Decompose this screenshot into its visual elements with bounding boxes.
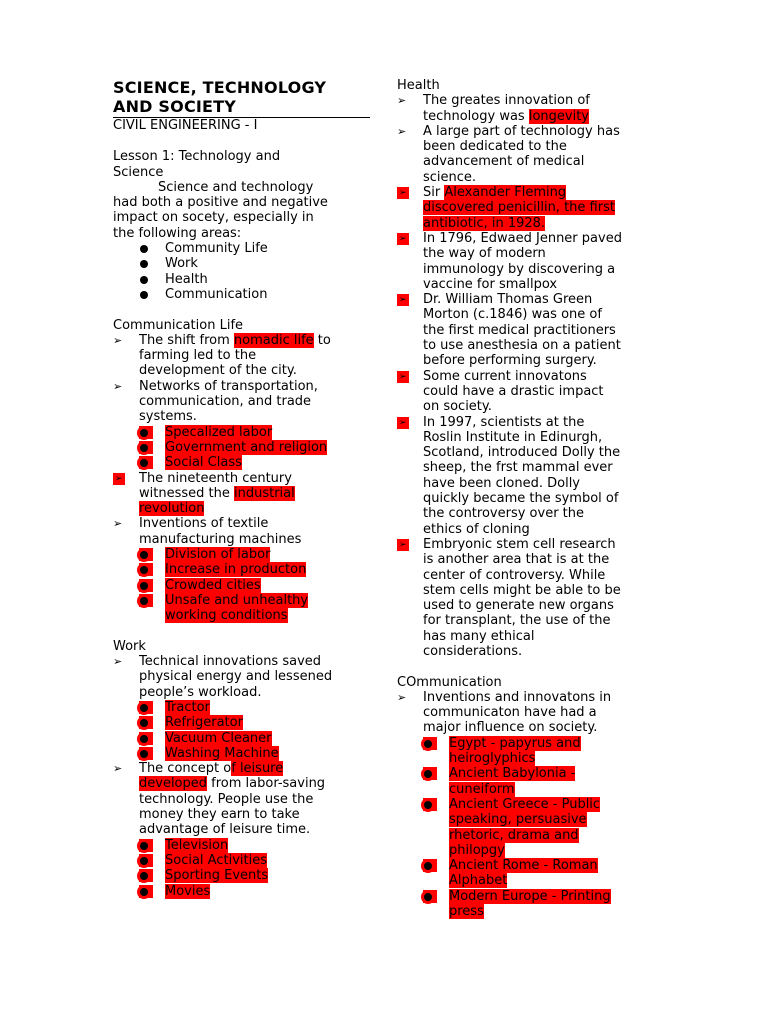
round-bullet-icon xyxy=(140,245,148,253)
list-item: Ancient Greece - Public speaking, persuasive rhetoric, drama and philopgy xyxy=(397,797,659,858)
list-item: Unsafe and unhealthy working conditions xyxy=(113,593,370,624)
arrowhead-bullet-icon xyxy=(397,371,409,383)
lesson-intro-4: the following areas: xyxy=(113,225,242,241)
section-heading-community: Communication Life xyxy=(113,317,244,333)
arrowhead-bullet-icon xyxy=(397,539,409,551)
round-bullet-icon xyxy=(140,444,148,452)
section-heading-health: Health xyxy=(397,78,440,93)
lesson-intro-2: had both a positive and negative xyxy=(113,195,328,211)
arrowhead-bullet-icon: ➢ xyxy=(113,517,123,531)
list-item: Communication xyxy=(113,287,370,302)
list-item: Division of labor xyxy=(113,547,370,562)
list-item: Work xyxy=(113,256,370,271)
right-column xyxy=(397,78,659,919)
list-item: Modern Europe - Printing press xyxy=(397,889,659,920)
list-item: Refrigerator xyxy=(113,715,370,730)
lesson-intro: Science and technology xyxy=(158,179,314,195)
round-bullet-icon xyxy=(424,801,432,809)
list-item: ➢ Inventions and innovatons in communicaton have had a major influence on society. xyxy=(397,689,612,736)
list-item: ➢ Dr. William Thomas Green Morton (c.1846) was one of the first medical practitioners to use anesthesia on a patient before performing surgery. xyxy=(397,292,659,368)
list-item: ➢ In 1796, Edwaed Jenner paved the way of modern immunology by discovering a vaccine for smallpox xyxy=(397,231,659,292)
arrowhead-bullet-icon: ➢ xyxy=(397,690,407,704)
round-bullet-icon xyxy=(140,597,148,605)
lesson-heading-2: Science xyxy=(113,164,164,180)
list-item: ➢ The concept of leisure developed from labor-saving technology. People use the money they earn to take advantage of leisure time. xyxy=(113,761,326,838)
round-bullet-icon xyxy=(140,735,148,743)
subtitle: CIVIL ENGINEERING - I xyxy=(113,117,370,134)
list-item: Government and religion xyxy=(113,440,370,455)
section-heading-communication: COmmunication xyxy=(397,674,502,690)
list-item: ➢ In 1997, scientists at the Roslin Institute in Edinurgh, Scotland, introduced Dolly the sheep, the frst mammal ever have been cloned. Dolly quickly became the symbol of the controversy over the ethics of cloning xyxy=(397,415,659,537)
list-item: ➢ The shift from nomadic life to farming led to the development of the city. xyxy=(113,332,331,379)
list-item: Television xyxy=(113,838,370,853)
list-item: ➢ Embryonic stem cell research is another area that is at the center of controversy. While stem cells might be able to be used to generate new organs for transplant, the use of the has many ethical considerations. xyxy=(397,537,659,659)
list-item: Social Class xyxy=(113,455,370,470)
round-bullet-icon xyxy=(140,857,148,865)
round-bullet-icon xyxy=(424,893,432,901)
list-item: ➢ Technical innovations saved physical energy and lessened people’s workload. xyxy=(113,654,333,700)
lesson-heading: Lesson 1: Technology and xyxy=(113,149,281,165)
list-item: Sporting Events xyxy=(113,868,370,883)
arrowhead-bullet-icon xyxy=(397,233,409,245)
list-item: Health xyxy=(113,272,370,287)
arrowhead-bullet-icon: ➢ xyxy=(113,655,123,669)
round-bullet-icon xyxy=(140,842,148,850)
document-title xyxy=(113,78,370,116)
list-item: ➢ Some current innovatons could have a drastic impact on society. xyxy=(397,369,659,415)
list-item: Ancient Rome - Roman Alphabet xyxy=(397,858,659,889)
arrowhead-bullet-icon xyxy=(397,187,409,199)
list-item: Increase in producton xyxy=(113,562,370,577)
list-item: Movies xyxy=(113,884,370,899)
round-bullet-icon xyxy=(140,551,148,559)
title-line-2: AND SOCIETY xyxy=(113,97,237,116)
list-item: ➢ Sir Alexander Fleming discovered penicillin, the first antibiotic, in 1928. xyxy=(397,185,659,231)
round-bullet-icon xyxy=(424,740,432,748)
title-line-1: SCIENCE, TECHNOLOGY xyxy=(113,78,327,97)
list-item: Ancient Babylonia - cuneiform xyxy=(397,766,659,797)
list-item: ➢ Networks of transportation, communication, and trade systems. xyxy=(113,378,318,425)
arrowhead-bullet-icon xyxy=(113,473,125,485)
list-item: ➢ Inventions of textile manufacturing machines xyxy=(113,516,302,547)
arrowhead-bullet-icon: ➢ xyxy=(113,333,123,347)
arrowhead-bullet-icon xyxy=(397,417,409,429)
list-item: Social Activities xyxy=(113,853,370,868)
arrowhead-bullet-icon: ➢ xyxy=(397,124,407,138)
list-item: Tractor xyxy=(113,700,370,715)
arrowhead-bullet-icon: ➢ xyxy=(397,94,407,108)
list-item: Washing Machine xyxy=(113,746,370,761)
round-bullet-icon xyxy=(140,291,148,299)
round-bullet-icon xyxy=(140,276,148,284)
round-bullet-icon xyxy=(140,429,148,437)
round-bullet-icon xyxy=(140,750,148,758)
round-bullet-icon xyxy=(140,704,148,712)
list-item: Community Life xyxy=(113,241,370,256)
left-column xyxy=(113,78,370,899)
list-item: ➢ The greates innovation of technology was longevity xyxy=(397,93,590,124)
list-item: ➢ A large part of technology has been dedicated to the advancement of medical science. xyxy=(397,123,620,185)
lesson-intro-3: impact on socety, especially in xyxy=(113,210,314,226)
round-bullet-icon xyxy=(140,260,148,268)
list-item: Vacuum Cleaner xyxy=(113,731,370,746)
section-heading-work: Work xyxy=(113,638,146,654)
list-item: Egypt - papyrus and heiroglyphics xyxy=(397,736,659,767)
round-bullet-icon xyxy=(140,888,148,896)
round-bullet-icon xyxy=(140,582,148,590)
arrowhead-bullet-icon: ➢ xyxy=(113,762,123,776)
list-item: Crowded cities xyxy=(113,578,370,593)
arrowhead-bullet-icon: ➢ xyxy=(113,379,123,393)
arrowhead-bullet-icon xyxy=(397,294,409,306)
list-item: Specalized labor xyxy=(113,425,370,440)
list-item: ➢ The nineteenth century witnessed the industrial revolution xyxy=(113,471,370,517)
